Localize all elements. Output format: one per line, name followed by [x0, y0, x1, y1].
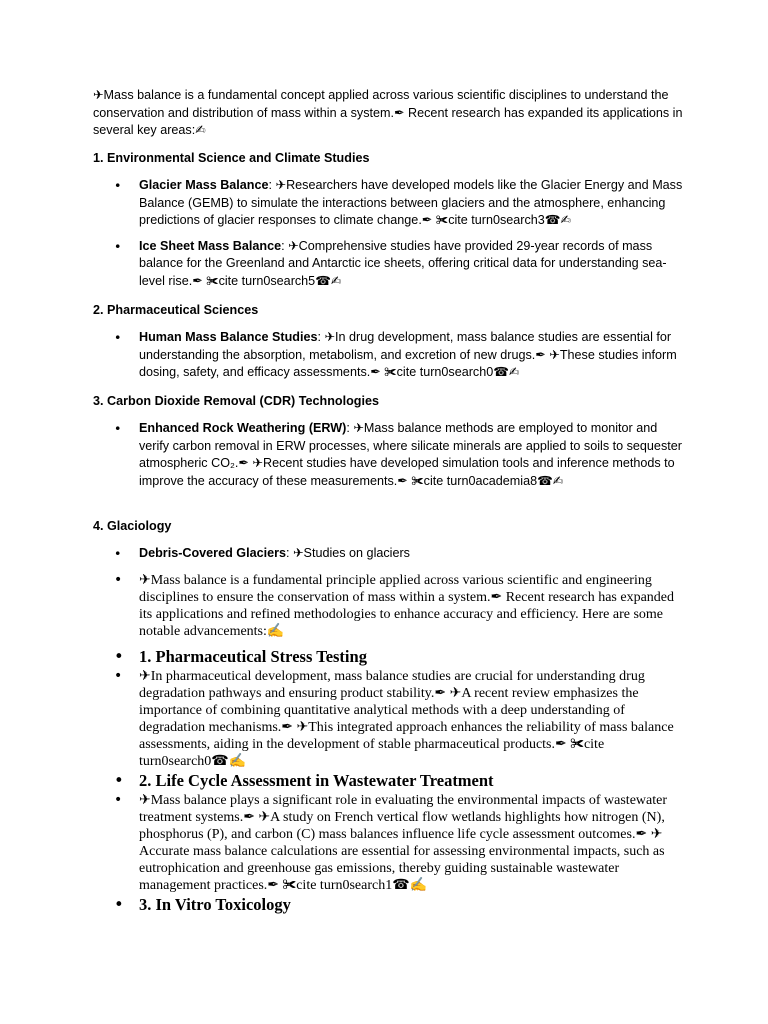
list-item	[93, 420, 683, 490]
section-heading-pharmaceutical: 2. Pharmaceutical Sciences	[93, 303, 259, 317]
list-item	[93, 545, 683, 563]
item-text: : ✈Studies on glaciers	[286, 546, 410, 560]
list-item	[93, 238, 683, 291]
item-text: : ✈Comprehensive studies have provided 29-year records of mass balance for the Greenland and Antarctic ice sheets, offering critical data for understanding sea-level rise.✒ ✀cite turn0search5☎✍	[139, 238, 667, 288]
item-term: Enhanced Rock Weathering (ERW)	[139, 421, 347, 435]
list-heading: • 3. In Vitro Toxicology	[93, 895, 683, 915]
list-heading: • 2. Life Cycle Assessment in Wastewater Treatment	[93, 771, 683, 791]
item-text: : ✈In drug development, mass balance studies are essential for understanding the absorption, metabolism, and excretion of new drugs.✒ ✈These studies inform dosing, safety, and efficacy assessments.✒ ✀cite turn0search0☎✍	[139, 330, 677, 380]
item-text: : ✈Researchers have developed models like the Glacier Energy and Mass Balance (GEMB) to simulate the interactions between glaciers and the atmosphere, enhancing predictions of glacier responses to climate change.✒ ✀cite turn0search3☎✍	[139, 178, 683, 228]
list-item: • ✈Mass balance is a fundamental principle applied across various scientific and engineering disciplines to ensure the conservation of mass within a system.✒ Recent research has expanded its applications and refined methodologies to enhance accuracy and efficiency. Here are some notable advancements:✍	[93, 572, 683, 640]
section-list-glaciology	[93, 545, 683, 571]
second-part-list	[93, 572, 683, 916]
item-term: Glacier Mass Balance	[139, 178, 269, 192]
list-heading: • 1. Pharmaceutical Stress Testing	[93, 647, 683, 667]
section-heading-glaciology: 4. Glaciology	[93, 519, 172, 533]
list-item	[93, 177, 683, 230]
item-term: Debris-Covered Glaciers	[139, 546, 286, 560]
section-list-cdr	[93, 420, 683, 498]
section-heading-environmental: 1. Environmental Science and Climate Studies	[93, 151, 370, 165]
list-item: • ✈Mass balance plays a significant role in evaluating the environmental impacts of wastewater treatment systems.✒ ✈A study on French vertical flow wetlands highlights how nitrogen (N), phosphorus (P), and carbon (C) mass balances influence life cycle assessment outcomes.✒ ✈Accurate mass balance calculations are essential for assessing environmental impacts, such as eutrophication and greenhouse gas emissions, thereby guiding sustainable wastewater management practices.✒ ✀cite turn0search1☎✍	[93, 792, 683, 894]
intro-paragraph: ✈Mass balance is a fundamental concept applied across various scientific disciplines to understand the conservation and distribution of mass within a system.✒ Recent research has expanded its applications in several key areas:✍	[93, 88, 683, 138]
list-item: • ✈In pharmaceutical development, mass balance studies are crucial for understanding drug degradation pathways and ensuring product stability.✒ ✈A recent review emphasizes the importance of combining quantitative analytical methods with a deep understanding of degradation mechanisms.✒ ✈This integrated approach enhances the reliability of mass balance assessments, aiding in the development of stable pharmaceutical products.✒ ✀cite turn0search0☎✍	[93, 668, 683, 770]
item-term: Human Mass Balance Studies	[139, 330, 318, 344]
list-item	[93, 329, 683, 382]
section-heading-cdr: 3. Carbon Dioxide Removal (CDR) Technologies	[93, 394, 379, 408]
section-list-environmental	[93, 177, 683, 299]
section-list-pharmaceutical	[93, 329, 683, 390]
item-text: : ✈Mass balance methods are employed to monitor and verify carbon removal in ERW processes, where silicate minerals are applied to soils to sequester atmospheric CO₂.✒ ✈Recent studies have developed simulation tools and inference methods to improve the accuracy of these measurements.✒ ✀cite turn0academia8☎✍	[139, 421, 682, 488]
item-term: Ice Sheet Mass Balance	[139, 238, 282, 253]
